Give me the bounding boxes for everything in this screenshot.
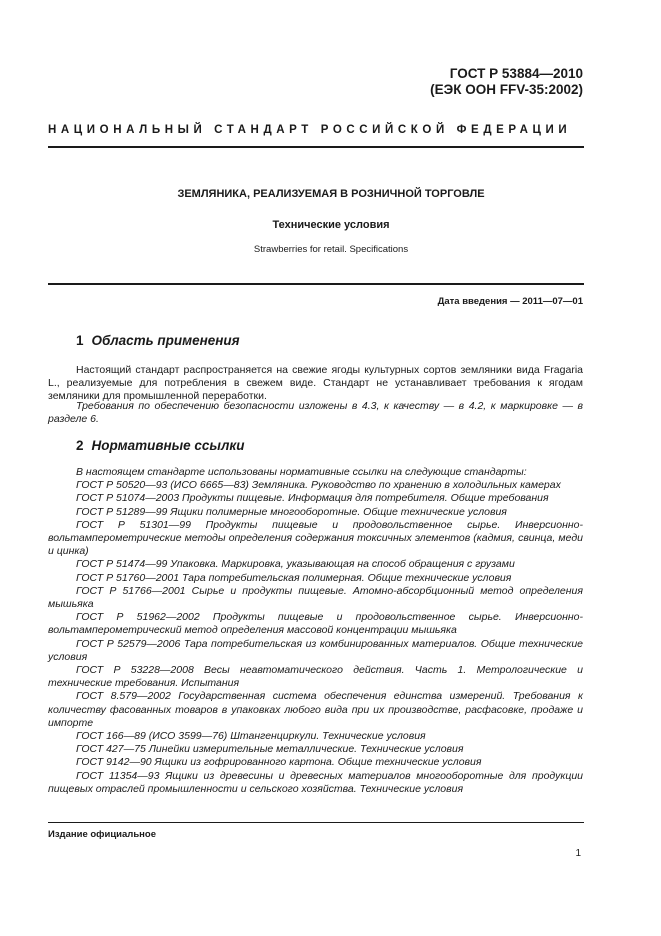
references-intro: В настоящем стандарте использованы нормативные ссылки на следующие стандарты: <box>76 466 527 478</box>
title-rule <box>48 283 584 285</box>
reference-item: ГОСТ Р 51289—99 Ящики полимерные многооборотные. Общие технические условия <box>76 505 507 518</box>
header-rule <box>48 146 584 148</box>
page-number: 1 <box>575 848 581 859</box>
reference-item: ГОСТ Р 51766—2001 Сырье и продукты пищевые. Атомно-абсорбционный метод определения мышьяка <box>48 584 583 611</box>
reference-item: ГОСТ Р 51474—99 Упаковка. Маркировка, указывающая на способ обращения с грузами <box>76 558 515 571</box>
section-2-title: Нормативные ссылки <box>91 438 245 453</box>
section-1-para-1 <box>48 364 583 404</box>
section-1-heading <box>76 333 240 348</box>
reference-item: ГОСТ Р 51962—2002 Продукты пищевые и продовольственное сырье. Инверсионно-вольтамперометрический метод определения массовой концентрации мышьяка <box>48 611 583 637</box>
document-title: ЗЕМЛЯНИКА, РЕАЛИЗУЕМАЯ В РОЗНИЧНОЙ ТОРГОВЛЕ <box>177 188 485 200</box>
document-subtitle: Технические условия <box>272 219 390 231</box>
section-1-para-2-text: Требования по обеспечению безопасности изложены в 4.3, к качеству — в 4.2, к маркировке — в разделе 6. <box>48 400 583 426</box>
reference-item: ГОСТ Р 52579—2006 Тара потребительская из комбинированных материалов. Общие технические условия <box>48 637 583 663</box>
gost-code: ГОСТ Р 53884—2010 <box>449 66 583 81</box>
section-1-para-1-text: Настоящий стандарт распространяется на свежие ягоды культурных сортов земляники вида Fragaria L., реализуемые для потребления в свежем виде. Стандарт не устанавливает требования к ягодам земляники для промышленной переработки. <box>48 364 583 403</box>
normative-references-list <box>48 466 583 796</box>
section-1-number: 1 <box>76 333 84 348</box>
reference-item: ГОСТ 166—89 (ИСО 3599—76) Штангенциркули. Технические условия <box>76 730 426 743</box>
section-1-para-2 <box>48 400 583 426</box>
reference-item: ГОСТ Р 50520—93 (ИСО 6665—83) Земляника. Руководство по хранению в холодильных камерах <box>76 479 561 492</box>
reference-item: ГОСТ Р 51074—2003 Продукты пищевые. Информация для потребителя. Общие требования <box>76 492 549 505</box>
gost-code-block <box>430 66 583 98</box>
gost-intl-code: (ЕЭК ООН FFV-35:2002) <box>430 82 583 97</box>
reference-item: ГОСТ 8.579—2002 Государственная система обеспечения единства измерений. Требования к количеству фасованных товаров в упаковках любого вида при их производстве, расфасовке, продаже и импорте <box>48 690 583 729</box>
reference-item: ГОСТ 9142—90 Ящики из гофрированного картона. Общие технические условия <box>76 756 482 769</box>
reference-item: ГОСТ Р 51760—2001 Тара потребительская полимерная. Общие технические условия <box>76 571 512 584</box>
section-1-title: Область применения <box>91 333 240 348</box>
english-title: Strawberries for retail. Specifications <box>253 244 409 255</box>
section-2-heading <box>76 438 244 453</box>
reference-item: ГОСТ Р 51301—99 Продукты пищевые и продовольственное сырье. Инверсионно-вольтамперометрические методы определения содержания токсичных элементов (кадмия, свинца, меди и цинка) <box>48 518 583 558</box>
official-edition-label: Издание официальное <box>48 829 156 840</box>
section-2-number: 2 <box>76 438 84 453</box>
intro-date: Дата введения — 2011—07—01 <box>437 296 583 307</box>
reference-item: ГОСТ 11354—93 Ящики из древесины и древесных материалов многооборотные для продукции пищевых отраслей промышленности и сельского хозяйства. Технические условия <box>48 769 583 795</box>
reference-item: ГОСТ Р 53228—2008 Весы неавтоматического действия. Часть 1. Метрологические и технические требования. Испытания <box>48 664 583 690</box>
reference-item: ГОСТ 427—75 Линейки измерительные металлические. Технические условия <box>76 743 464 756</box>
footer-rule <box>48 822 584 823</box>
national-standard-banner: НАЦИОНАЛЬНЫЙ СТАНДАРТ РОССИЙСКОЙ ФЕДЕРАЦИИ <box>48 124 572 136</box>
